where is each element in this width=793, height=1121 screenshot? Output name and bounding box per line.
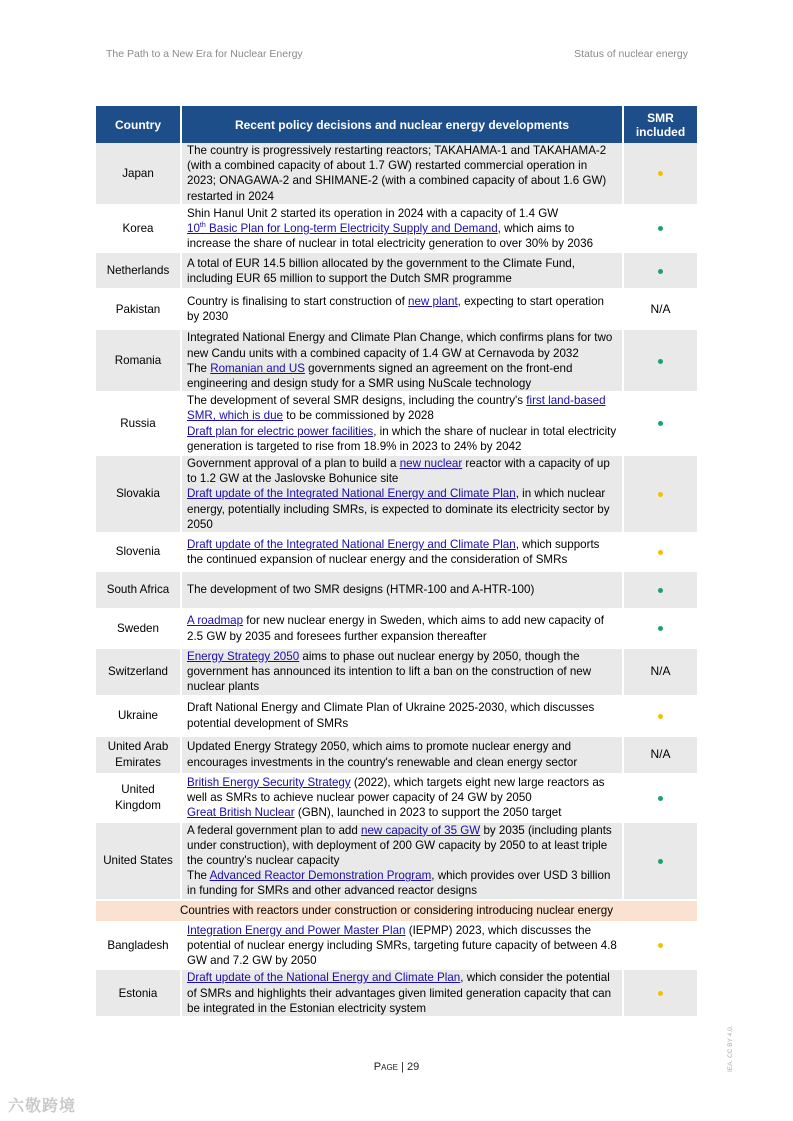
smr-na-label: N/A	[650, 301, 671, 316]
green-dot-icon	[658, 626, 663, 631]
header-developments: Recent policy decisions and nuclear energy developments	[182, 106, 624, 143]
nuclear-policy-table	[96, 106, 697, 1018]
yellow-dot-icon	[658, 550, 663, 555]
policy-text: , in which the share of nuclear in total electricity generation is targeted to rise from 18.9% in 2023 to 24% by 2042	[187, 424, 617, 453]
developments-cell	[182, 572, 624, 610]
table-row	[96, 697, 697, 737]
yellow-dot-icon	[658, 991, 663, 996]
policy-text: , which provides over USD 3 billion in funding for SMRs and other advanced reactor designs	[187, 869, 611, 898]
developments-cell	[182, 649, 624, 697]
policy-text: governments signed an agreement on the front-end engineering and design study for a SMR using NuScale technology	[187, 361, 573, 391]
policy-link[interactable]: first land-based SMR, which is due	[187, 394, 606, 423]
policy-link[interactable]: Advanced Reactor Demonstration Program	[209, 869, 432, 883]
country-cell: Pakistan	[96, 290, 182, 330]
country-cell: Japan	[96, 143, 182, 206]
policy-text: Shin Hanul Unit 2 started its operation in 2024 with a capacity of 1.4 GW	[187, 206, 559, 220]
country-cell: United States	[96, 823, 182, 901]
policy-text: reactor with a capacity of up to 1.2 GW at the Jaslovske Bohunice site	[187, 457, 610, 486]
smr-cell	[624, 697, 697, 737]
table-row	[96, 970, 697, 1018]
policy-text: Country is finalising to start construction of	[187, 295, 409, 309]
policy-text: for new nuclear energy in Sweden, which aims to add new capacity of 2.5 GW by 2035 and foresees further expansion thereafter	[187, 614, 604, 643]
table-row	[96, 775, 697, 823]
table-row	[96, 290, 697, 330]
policy-text: aims to phase out nuclear energy by 2050, though the government has announced its intention to lift a ban on the construction of new nuclear plants	[187, 650, 592, 694]
green-dot-icon	[658, 269, 663, 274]
running-header-section: Status of nuclear energy	[574, 48, 688, 60]
table-row	[96, 330, 697, 393]
policy-text: Draft National Energy and Climate Plan of Ukraine 2025-2030, which discusses potential development of SMRs	[187, 701, 595, 730]
table-row	[96, 823, 697, 901]
header-country: Country	[96, 106, 182, 143]
policy-text: The country is progressively restarting reactors; TAKAHAMA-1 and TAKAHAMA-2 (with a combined capacity of about 1.7 GW) restarted commercial operation in 2023; ONAGAWA-2 and SHIMANE-2 (with a combined capacity of about 1.6 GW) restarted in 2024	[187, 144, 607, 203]
table-row	[96, 206, 697, 254]
section-title: Countries with reactors under construction or considering introducing nuclear energy	[96, 901, 697, 923]
license-note: IEA. CC BY 4.0.	[727, 1025, 734, 1072]
policy-text: Government approval of a plan to build a	[187, 457, 400, 471]
policy-text: , in which nuclear energy, potentially including SMRs, is expected to dominate its electricity sector by 2050	[187, 487, 610, 531]
country-cell: Ukraine	[96, 697, 182, 737]
table-row	[96, 572, 697, 610]
policy-text: The development of several SMR designs, including the country's	[187, 394, 527, 408]
table-row	[96, 456, 697, 534]
developments-cell	[182, 923, 624, 971]
policy-text: The	[187, 361, 211, 375]
country-cell: Netherlands	[96, 253, 182, 290]
yellow-dot-icon	[658, 492, 663, 497]
policy-link[interactable]: Integration Energy and Power Master Plan	[187, 923, 406, 937]
developments-cell	[182, 206, 624, 254]
yellow-dot-icon	[658, 943, 663, 948]
running-header-title: The Path to a New Era for Nuclear Energy	[106, 48, 303, 60]
policy-link[interactable]: new nuclear	[399, 457, 463, 471]
table-row	[96, 534, 697, 572]
yellow-dot-icon	[658, 171, 663, 176]
country-cell: Romania	[96, 330, 182, 393]
smr-cell	[624, 970, 697, 1018]
green-dot-icon	[658, 226, 663, 231]
policy-text: , expecting to start operation by 2030	[187, 295, 604, 324]
developments-cell	[182, 330, 624, 393]
page-number: 29	[406, 1061, 420, 1073]
policy-link[interactable]: British Energy Security Strategy	[187, 775, 351, 789]
table-row	[96, 610, 697, 649]
developments-cell	[182, 290, 624, 330]
policy-link[interactable]: new capacity of 35 GW	[361, 823, 481, 837]
policy-link[interactable]: Draft update of the National Energy and Climate Plan	[187, 971, 461, 985]
page-label: Page	[373, 1061, 398, 1073]
green-dot-icon	[658, 359, 663, 364]
policy-link[interactable]: Draft update of the Integrated National Energy and Climate Plan	[187, 487, 516, 501]
green-dot-icon	[658, 859, 663, 864]
smr-na-label: N/A	[650, 747, 671, 762]
smr-cell	[624, 534, 697, 572]
table-row	[96, 649, 697, 697]
policy-text: (IEPMP) 2023, which discusses the potential of nuclear energy including SMRs, targeting future capacity of between 4.8 GW and 7.2 GW by 2050	[187, 923, 617, 968]
policy-text: Integrated National Energy and Climate Plan Change, which confirms plans for two new Candu units with a combined capacity of 1.4 GW at Cernavoda by 2032	[187, 331, 613, 360]
country-cell: Bangladesh	[96, 923, 182, 971]
policy-text: to be commissioned by 2028	[283, 409, 434, 423]
country-cell: Estonia	[96, 970, 182, 1018]
policy-text: (2022), which targets eight new large reactors as well as SMRs to achieve nuclear power capacity of 24 GW by 2050	[187, 775, 605, 805]
green-dot-icon	[658, 588, 663, 593]
table-row	[96, 923, 697, 971]
country-cell: Slovakia	[96, 456, 182, 534]
country-cell: South Africa	[96, 572, 182, 610]
page-separator: |	[401, 1061, 407, 1073]
country-cell: Korea	[96, 206, 182, 254]
policy-link[interactable]: new plant	[408, 295, 458, 309]
smr-cell	[624, 775, 697, 823]
smr-cell	[624, 737, 697, 775]
table-body	[96, 143, 697, 1018]
developments-cell	[182, 534, 624, 572]
watermark-logo: 六敬跨境	[8, 1098, 77, 1115]
developments-cell	[182, 737, 624, 775]
developments-cell	[182, 970, 624, 1018]
smr-cell	[624, 330, 697, 393]
green-dot-icon	[658, 796, 663, 801]
table-row	[96, 737, 697, 775]
header-smr-included: SMR included	[624, 106, 697, 143]
policy-link[interactable]: A roadmap	[187, 614, 244, 628]
smr-cell	[624, 290, 697, 330]
policy-link[interactable]: 10th Basic Plan for Long-term Electricity Supply and Demand	[187, 222, 498, 236]
developments-cell	[182, 143, 624, 206]
country-cell: United Kingdom	[96, 775, 182, 823]
yellow-dot-icon	[658, 714, 663, 719]
policy-text: by 2035 (including plants under construction), with deployment of 200 GW capacity by 2050 to at least triple the country's nuclear capacity	[187, 823, 612, 868]
policy-text: A federal government plan to add	[187, 823, 362, 837]
developments-cell	[182, 697, 624, 737]
table-row	[96, 143, 697, 206]
policy-text: Updated Energy Strategy 2050, which aims to promote nuclear energy and encourages investments in the country's renewable and clean energy sector	[187, 740, 578, 769]
country-cell: Russia	[96, 393, 182, 456]
table-row	[96, 253, 697, 290]
policy-text: A total of EUR 14.5 billion allocated by the government to the Climate Fund, including EUR 65 million to support the Dutch SMR programme	[187, 256, 575, 285]
policy-text: The development of two SMR designs (HTMR-100 and A-HTR-100)	[187, 583, 535, 597]
policy-link[interactable]: Draft plan for electric power facilities	[187, 424, 374, 438]
smr-na-label: N/A	[650, 664, 671, 679]
policy-link[interactable]: Energy Strategy 2050	[187, 650, 300, 664]
policy-link[interactable]: Romanian and US	[210, 361, 305, 375]
smr-cell	[624, 610, 697, 649]
page-footer	[0, 1061, 793, 1073]
policy-link[interactable]: Draft update of the Integrated National Energy and Climate Plan	[187, 537, 516, 551]
country-cell: Slovenia	[96, 534, 182, 572]
smr-cell	[624, 649, 697, 697]
policy-text: , which aims to increase the share of nuclear in total electricity generation to over 30% by 2036	[187, 222, 594, 251]
smr-cell	[624, 572, 697, 610]
smr-cell	[624, 206, 697, 254]
developments-cell	[182, 393, 624, 456]
table-row	[96, 393, 697, 456]
smr-cell	[624, 143, 697, 206]
country-cell: Sweden	[96, 610, 182, 649]
policy-text: , which consider the potential of SMRs and highlights their advantages given limited generation capacity that can be integrated in the Estonian electricity system	[187, 971, 612, 1015]
developments-cell	[182, 610, 624, 649]
policy-text: The	[187, 869, 210, 883]
country-cell: Switzerland	[96, 649, 182, 697]
smr-cell	[624, 456, 697, 534]
developments-cell	[182, 253, 624, 290]
smr-cell	[624, 823, 697, 901]
developments-cell	[182, 775, 624, 823]
developments-cell	[182, 823, 624, 901]
country-cell: United Arab Emirates	[96, 737, 182, 775]
policy-text: , which supports the continued expansion of nuclear energy and the consideration of SMRs	[187, 537, 600, 567]
table-header-row	[96, 106, 697, 143]
policy-text: (GBN), launched in 2023 to support the 2050 target	[294, 806, 562, 820]
developments-cell	[182, 456, 624, 534]
section-row	[96, 901, 697, 923]
smr-cell	[624, 253, 697, 290]
policy-link[interactable]: Great British Nuclear	[187, 806, 295, 820]
smr-cell	[624, 923, 697, 971]
smr-cell	[624, 393, 697, 456]
green-dot-icon	[658, 421, 663, 426]
